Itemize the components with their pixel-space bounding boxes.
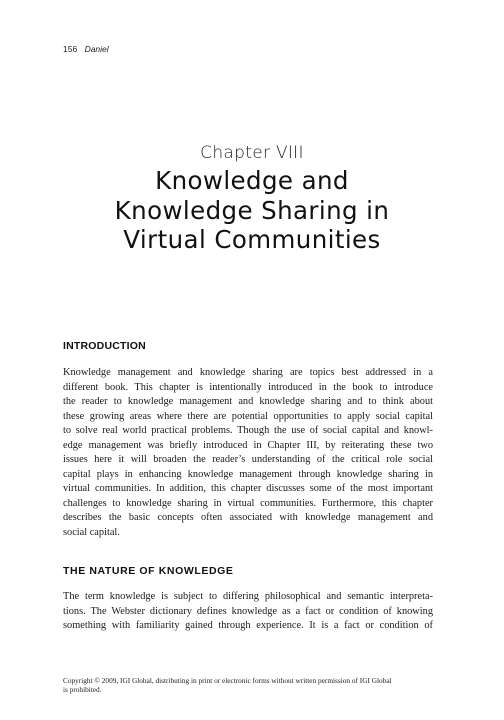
page-number: 156 xyxy=(63,44,78,54)
section-heading-introduction: INTRODUCTION xyxy=(63,340,146,352)
chapter-title-line: Knowledge and xyxy=(155,166,349,195)
text-line: something with familiarity gained through experience. It is a fact or condition of xyxy=(63,620,433,632)
footer-line: Copyright © 2009, IGI Global, distributing in print or electronic forms without written permission of IGI Global xyxy=(63,676,392,685)
text-line: different book. This chapter is intentionally introduced in the book to introduce xyxy=(63,381,433,393)
section-heading-nature-of-knowledge: THE NATURE OF KNOWLEDGE xyxy=(63,565,234,577)
text-line: Knowledge management and knowledge sharing are topics best addressed in a xyxy=(63,367,433,378)
footer-line: is prohibited. xyxy=(63,685,102,694)
text-line: edge management was briefly introduced in Chapter III, by reiterating these two xyxy=(63,439,433,451)
text-line: social capital. xyxy=(63,527,120,539)
text-line: issues here it will broaden the reader’s understanding of the critical role social xyxy=(63,454,433,466)
text-line: virtual communities. In addition, this chapter discusses some of the most important xyxy=(63,483,433,495)
running-head xyxy=(63,44,109,54)
text-line: these growing areas where there are potential opportunities to apply social capital xyxy=(63,410,433,422)
text-line: to solve real world practical problems. Though the use of social capital and knowl- xyxy=(63,425,433,437)
text-line: capital plays in enhancing knowledge management through knowledge sharing in xyxy=(63,468,433,480)
text-line: The term knowledge is subject to differing philosophical and semantic interpreta- xyxy=(63,591,433,602)
chapter-title-line: Knowledge Sharing in xyxy=(114,195,390,225)
text-line: the reader to knowledge management and knowledge sharing and to think about xyxy=(63,396,433,408)
text-line: challenges to knowledge sharing in virtual communities. Furthermore, this chapter xyxy=(63,497,433,509)
text-line: tions. The Webster dictionary defines knowledge as a fact or condition of knowing xyxy=(63,605,433,617)
chapter-label: Chapter VIII xyxy=(200,143,304,163)
text-line: describes the basic concepts often associated with knowledge management and xyxy=(63,512,433,524)
introduction-paragraph xyxy=(63,366,433,541)
nature-of-knowledge-paragraph xyxy=(63,590,433,634)
chapter-title-line: Virtual Communities xyxy=(123,225,381,254)
running-head-author: Daniel xyxy=(84,44,109,54)
chapter-title xyxy=(60,166,444,255)
copyright-footer xyxy=(63,676,435,694)
